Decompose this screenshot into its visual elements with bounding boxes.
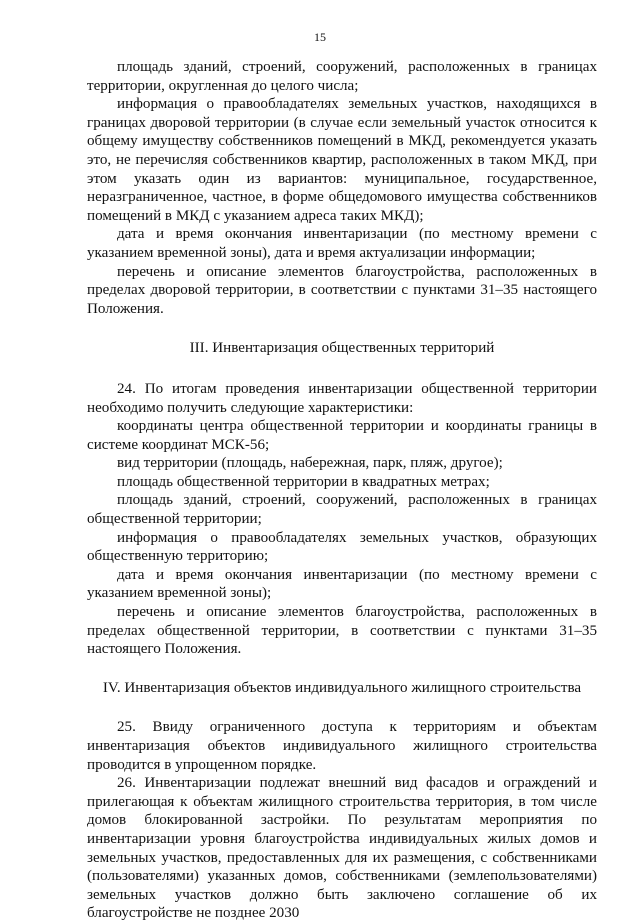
paragraph: 25. Ввиду ограниченного доступа к территориям и объектам инвентаризация объектов индивидуального жилищного строительства проводится в упрощенном порядке. [87, 719, 597, 773]
page-number: 15 [314, 30, 326, 44]
paragraph: вид территории (площадь, набережная, парк, пляж, другое); [117, 455, 503, 472]
paragraph: 24. По итогам проведения инвентаризации общественной территории необходимо получить следующие характеристики: [87, 380, 597, 416]
paragraph: площадь зданий, строений, сооружений, расположенных в границах территории, округленная до целого числа; [87, 59, 597, 94]
paragraph: дата и время окончания инвентаризации (по местному времени с указанием временной зоны), дата и время актуализации информации; [87, 226, 597, 261]
paragraph: дата и время окончания инвентаризации (по местному времени с указанием временной зоны); [87, 566, 597, 602]
paragraph: перечень и описание элементов благоустройства, расположенных в пределах дворовой территории, в соответствии с пунктами 31–35 настоящего Положения. [87, 263, 597, 317]
paragraph: 26. Инвентаризации подлежат внешний вид фасадов и ограждений и прилегающая к объектам жилищного строительства территория, в том числе домов блокированной застройки. По результатам мероприятия по инвентаризации уровня благоустройства индивидуальных жилых домов и земельных участков, предоставленных для их размещения, с собственниками (пользователями) указанных домов, собственниками (землепользователями) земельных участков должно быть заключено соглашение об их благоустройстве не позднее 2030 [87, 775, 597, 922]
paragraph: перечень и описание элементов благоустройства, расположенных в пределах общественной территории, в соответствии с пунктами 31–35 настоящего Положения. [87, 604, 597, 658]
paragraph: площадь зданий, строений, сооружений, расположенных в границах общественной территории; [87, 492, 597, 528]
section-heading-4: IV. Инвентаризация объектов индивидуального жилищного строительства [102, 679, 582, 696]
paragraph: координаты центра общественной территории и координаты границы в системе координат МСК-56; [87, 418, 597, 453]
document-body [87, 58, 597, 923]
paragraph: информация о правообладателях земельных участков, образующих общественную территорию; [87, 529, 597, 565]
section-heading-3: III. Инвентаризация общественных территорий [189, 340, 495, 357]
paragraph: информация о правообладателях земельных участков, находящихся в границах дворовой территории (в случае если земельный участок относится к общему имуществу собственников помещений в МКД, рекомендуется указать это, не перечисляя собственников квартир, расположенных в таком МКД, при этом указать один из вариантов: муниципальное, государственное, неразграниченное, частное, в форме общедомового имущества собственников помещений в МКД с указанием адреса таких МКД); [87, 96, 597, 224]
paragraph: площадь общественной территории в квадратных метрах; [117, 473, 490, 490]
